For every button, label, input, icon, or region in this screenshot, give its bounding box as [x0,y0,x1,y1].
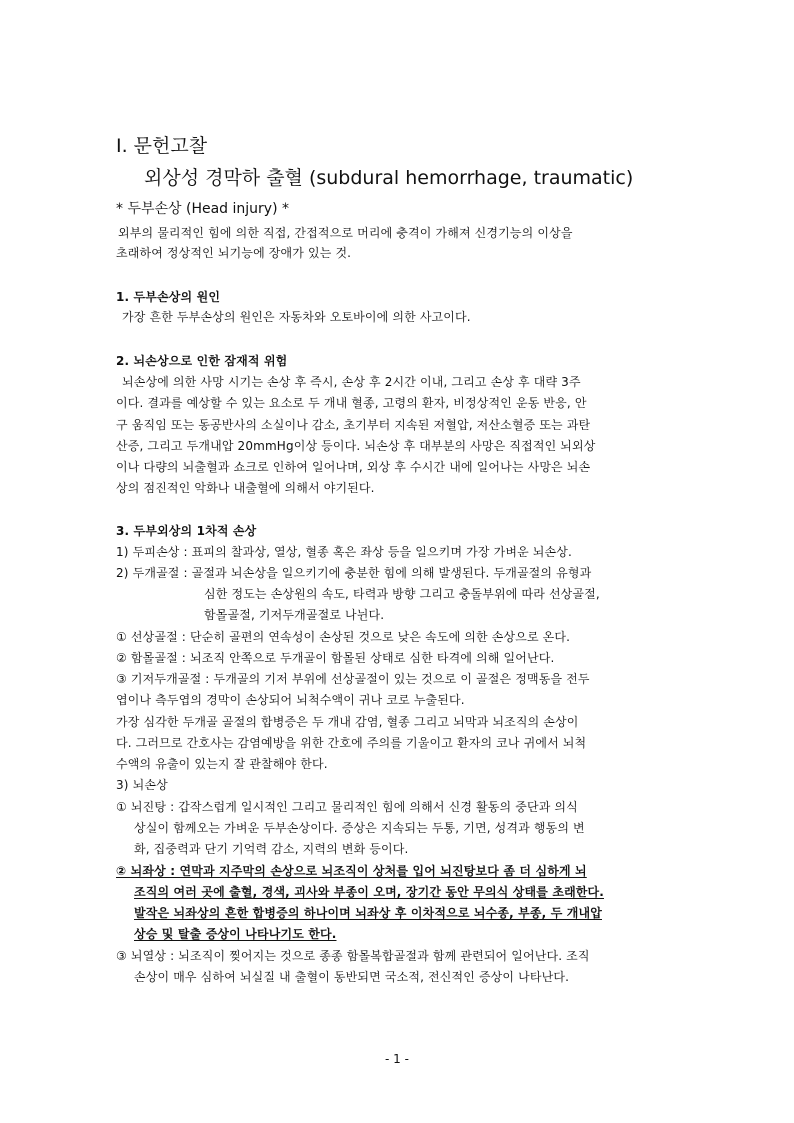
paragraph-line: 다. 그러므로 간호사는 감염예방을 위한 간호에 주의를 기울이고 환자의 코나 귀에서 뇌척 [116,736,587,750]
section-2-heading: 2. 뇌손상으로 인한 잠재적 위험 [116,354,288,368]
emphasized-list-item-continuation: 상승 및 탈출 증상이 나타나기도 한다. [134,927,337,941]
paragraph-line: 상의 점진적인 악화나 내출혈에 의해서 야기된다. [116,481,375,495]
paragraph-line: 구 움직임 또는 동공반사의 소실이나 감소, 초기부터 지속된 저혈압, 저산소혈증 또는 과탄 [116,418,591,432]
list-item: 1) 두피손상 : 표피의 찰과상, 열상, 혈종 혹은 좌상 등을 일으키며 가장 가벼운 뇌손상. [116,545,572,559]
paragraph-line: 가장 심각한 두개골 골절의 합병증은 두 개내 감염, 혈종 그리고 뇌막과 뇌조직의 손상이 [116,715,579,729]
emphasized-list-item-continuation: 조직의 여러 곳에 출혈, 경색, 괴사와 부종이 오며, 장기간 동안 무의식 상태를 초래한다. [134,885,604,899]
subsection-heading: 3) 뇌손상 [116,778,168,792]
head-injury-title: * 두부손상 (Head injury) * [116,201,289,217]
list-item: ② 함몰골절 : 뇌조직 안쪽으로 두개골이 함몰된 상태로 심한 타격에 의해 일어난다. [116,651,555,665]
paragraph-line: 뇌손상에 의한 사망 시기는 손상 후 즉시, 손상 후 2시간 이내, 그리고 손상 후 대략 3주 [122,375,581,389]
paragraph-line: 가장 흔한 두부손상의 원인은 자동차와 오토바이에 의한 사고이다. [122,310,471,324]
document-title: 외상성 경막하 출혈 (subdural hemorrhage, traumatic) [144,167,634,189]
list-item: ③ 뇌열상 : 뇌조직이 찢어지는 것으로 종종 함몰복합골절과 함께 관련되어 일어난다. 조직 [116,949,590,963]
page-number: - 1 - [385,1052,409,1066]
emphasized-list-item: ② 뇌좌상 : 연막과 지주막의 손상으로 뇌조직이 상처를 입어 뇌진탕보다 좀 더 심하게 뇌 [116,864,587,878]
list-item-continuation: 함몰골절, 기저두개골절로 나뉜다. [204,608,385,622]
section-title: Ⅰ. 문헌고찰 [116,135,208,157]
list-item-continuation: 심한 정도는 손상원의 속도, 타력과 방향 그리고 충돌부위에 따라 선상골절, [204,587,600,601]
emphasized-list-item-continuation: 발작은 뇌좌상의 흔한 합병증의 하나이며 뇌좌상 후 이차적으로 뇌수종, 부종, 두 개내압 [134,906,602,920]
list-item-continuation: 손상이 매우 심하여 뇌실질 내 출혈이 동반되면 국소적, 전신적인 증상이 나타난다. [134,970,570,984]
paragraph-line: 산증, 그리고 두개내압 20mmHg이상 등이다. 뇌손상 후 대부분의 사망은 직접적인 뇌외상 [116,439,596,453]
list-item-continuation: 상실이 함께오는 가벼운 두부손상이다. 증상은 지속되는 두통, 기면, 성격과 행동의 변 [134,821,585,835]
list-item-continuation: 엽이나 측두엽의 경막이 손상되어 뇌척수액이 귀나 코로 누출된다. [116,693,465,707]
list-item: ③ 기저두개골절 : 두개골의 기저 부위에 선상골절이 있는 것으로 이 골절은 정맥동을 전두 [116,672,590,686]
list-item: 2) 두개골절 : 골절과 뇌손상을 일으키기에 충분한 힘에 의해 발생된다. 두개골절의 유형과 [116,566,592,580]
paragraph-line: 초래하여 정상적인 뇌기능에 장애가 있는 것. [116,246,352,260]
paragraph-line: 외부의 물리적인 힘에 의한 직접, 간접적으로 머리에 충격이 가해져 신경기능의 이상을 [118,226,573,240]
paragraph-line: 수액의 유출이 있는지 잘 관찰해야 한다. [116,757,328,771]
list-item-continuation: 화, 집중력과 단기 기억력 감소, 지력의 변화 등이다. [134,842,409,856]
list-item: ① 뇌진탕 : 갑작스럽게 일시적인 그리고 물리적인 힘에 의해서 신경 활동의 중단과 의식 [116,800,578,814]
section-3-heading: 3. 두부외상의 1차적 손상 [116,524,257,538]
section-1-heading: 1. 두부손상의 원인 [116,290,221,304]
paragraph-line: 이다. 결과를 예상할 수 있는 요소로 두 개내 혈종, 고령의 환자, 비정상적인 운동 반응, 안 [116,396,587,410]
list-item: ① 선상골절 : 단순히 골편의 연속성이 손상된 것으로 낮은 속도에 의한 손상으로 온다. [116,630,571,644]
paragraph-line: 이나 다량의 뇌출혈과 쇼크로 인하여 일어나며, 외상 후 수시간 내에 일어나는 사망은 뇌손 [116,460,591,474]
